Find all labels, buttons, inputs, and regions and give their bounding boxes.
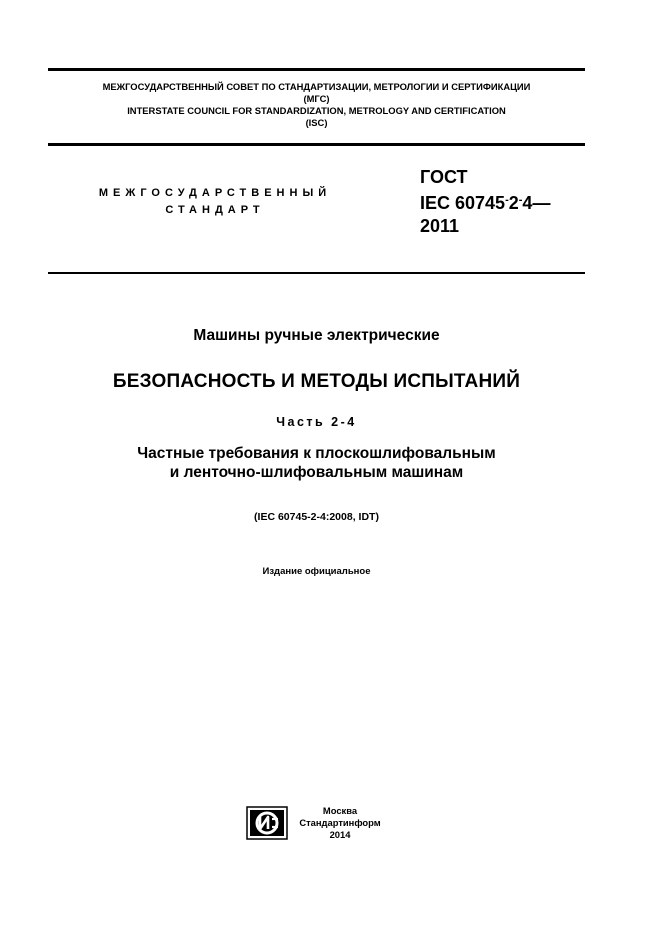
council-en-name: INTERSTATE COUNCIL FOR STANDARDIZATION, METROLOGY AND CERTIFICATION bbox=[127, 105, 506, 116]
publisher-name: Стандартинформ bbox=[299, 817, 381, 828]
designation-sup-dash-1: - bbox=[505, 194, 509, 206]
document-title: БЕЗОПАСНОСТЬ И МЕТОДЫ ИСПЫТАНИЙ bbox=[112, 371, 521, 392]
standard-designation bbox=[420, 166, 550, 238]
designation-sup-dash-2: - bbox=[518, 194, 523, 206]
designation-part: 2 bbox=[508, 193, 519, 213]
publisher-city: Москва bbox=[322, 805, 358, 816]
designation-subpart: 4 bbox=[522, 193, 533, 213]
council-en-abbrev: (ISC) bbox=[305, 117, 328, 128]
document-part: Часть 2-4 bbox=[276, 415, 357, 429]
document-subject: Машины ручные электрические bbox=[193, 327, 440, 344]
edition-note: Издание официальное bbox=[262, 566, 371, 577]
bottom-rule bbox=[48, 272, 585, 274]
standard-type bbox=[80, 185, 350, 219]
subtitle-line-1: Частные требования к плоскошлифовальным bbox=[137, 445, 496, 462]
standartinform-logo-icon bbox=[246, 806, 288, 840]
council-ru-abbrev: (МГС) bbox=[303, 93, 330, 104]
document-subtitle bbox=[48, 444, 585, 482]
publisher-block bbox=[290, 805, 390, 841]
publisher-year: 2014 bbox=[329, 829, 351, 840]
standard-type-line2: СТАНДАРТ bbox=[165, 204, 265, 216]
subtitle-line-2: и ленточно-шлифовальным машинам bbox=[169, 464, 464, 481]
standard-type-line1: МЕЖГОСУДАРСТВЕННЫЙ bbox=[98, 187, 332, 199]
iec-reference: (IEC 60745-2-4:2008, IDT) bbox=[254, 511, 379, 523]
middle-rule bbox=[48, 143, 585, 146]
council-header bbox=[48, 81, 585, 129]
designation-iec-main: IEC 60745 bbox=[420, 193, 506, 213]
council-ru-name: МЕЖГОСУДАРСТВЕННЫЙ СОВЕТ ПО СТАНДАРТИЗАЦИИ, МЕТРОЛОГИИ И СЕРТИФИКАЦИИ bbox=[102, 81, 531, 92]
designation-number bbox=[420, 189, 550, 215]
designation-prefix: ГОСТ bbox=[420, 167, 468, 187]
top-rule bbox=[48, 68, 585, 71]
designation-dash: — bbox=[532, 193, 551, 213]
designation-year: 2011 bbox=[420, 216, 460, 236]
